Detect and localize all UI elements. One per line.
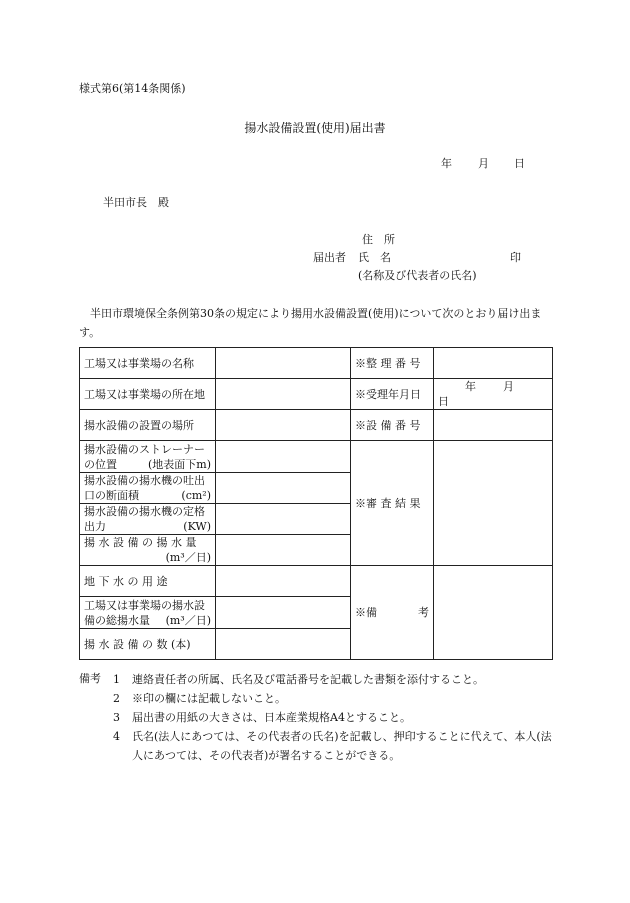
notifier-row xyxy=(313,249,523,265)
table-row xyxy=(80,379,553,410)
groundwater-use-label: 地 下 水 の 用 途 xyxy=(80,566,216,597)
note-number: 2 xyxy=(113,692,120,705)
ref-no-label: ※整 理 番 号 xyxy=(351,348,434,379)
equip-count-label: 揚 水 設 備 の 数 (本) xyxy=(80,629,216,660)
strainer-line-1: 揚水設備のストレーナー xyxy=(84,442,205,456)
discharge-line-2: 口の断面積 xyxy=(84,489,139,502)
note-item xyxy=(113,689,553,708)
receipt-date-label: ※受理年月日 xyxy=(351,379,434,410)
table-row xyxy=(80,410,553,441)
remarks-field xyxy=(434,566,553,660)
power-line-1: 揚水設備の揚水機の定格 xyxy=(84,505,205,518)
notifier-label: 届出者 xyxy=(313,251,346,264)
volume-label xyxy=(80,535,216,566)
strainer-label xyxy=(80,441,216,473)
total-volume-label xyxy=(80,597,216,629)
remarks-label-b: 考 xyxy=(418,606,429,619)
install-place-label: 揚水設備の設置の場所 xyxy=(80,410,216,441)
table-row xyxy=(80,441,553,473)
strainer-field[interactable] xyxy=(216,441,351,473)
note-text: 連絡責任者の所属、氏名及び電話番号を記載した書類を添付すること。 xyxy=(132,673,484,686)
form-title: 揚水設備設置(使用)届出書 xyxy=(244,121,386,135)
address-label: 住 所 xyxy=(362,233,395,246)
remarks-label-a: ※備 xyxy=(355,606,377,619)
date-day: 日 xyxy=(514,157,525,170)
ref-no-field xyxy=(434,348,553,379)
total-unit: (m³／日) xyxy=(165,613,211,627)
power-field[interactable] xyxy=(216,504,351,535)
note-text: 届出書の用紙の大きさは、日本産業規格A4とすること。 xyxy=(132,711,411,724)
total-line-2: 備の総揚水量 xyxy=(84,613,150,627)
power-label xyxy=(80,504,216,535)
note-item xyxy=(113,727,553,765)
volume-unit: (m³／日) xyxy=(165,551,211,564)
form-table xyxy=(79,347,553,660)
note-number: 4 xyxy=(113,730,120,743)
equip-count-field[interactable] xyxy=(216,629,351,660)
factory-location-field[interactable] xyxy=(216,379,351,410)
representative-note: (名称及び代表者の氏名) xyxy=(358,269,477,282)
discharge-unit: (cm²) xyxy=(181,489,211,502)
total-line-1: 工場又は事業場の揚水設 xyxy=(84,598,205,612)
table-row xyxy=(80,566,553,597)
factory-location-label: 工場又は事業場の所在地 xyxy=(80,379,216,410)
note-text: 氏名(法人にあつては、その代表者の氏名)を記載し、押印することに代えて、本人(法人にあつては、その代表者)が署名することができる。 xyxy=(132,730,552,762)
review-field xyxy=(434,441,553,566)
note-item xyxy=(113,708,553,727)
receipt-date-field xyxy=(434,379,553,410)
date-year: 年 xyxy=(441,157,452,170)
remarks-label xyxy=(351,566,434,660)
note-number: 3 xyxy=(113,711,120,724)
groundwater-use-field[interactable] xyxy=(216,566,351,597)
notes-heading: 備考 xyxy=(79,672,101,685)
body-text: 半田市環境保全条例第30条の規定により揚用水設備設置(使用)について次のとおり届け出ます。 xyxy=(79,307,542,339)
note-text: ※印の欄には記載しないこと。 xyxy=(132,692,286,705)
note-item xyxy=(113,670,553,689)
total-volume-field[interactable] xyxy=(216,597,351,629)
note-number: 1 xyxy=(113,673,120,686)
form-code: 様式第6(第14条関係) xyxy=(79,82,186,95)
table-row xyxy=(80,348,553,379)
install-place-field[interactable] xyxy=(216,410,351,441)
equip-no-field xyxy=(434,410,553,441)
power-unit: (KW) xyxy=(183,520,211,533)
strainer-line-2: の位置 xyxy=(84,457,117,471)
equip-no-label: ※設 備 番 号 xyxy=(351,410,434,441)
power-line-2: 出力 xyxy=(84,520,106,533)
receipt-year: 年 xyxy=(465,380,476,393)
name-label: 氏 名 xyxy=(358,251,391,264)
seal-mark: 印 xyxy=(510,251,521,264)
volume-line-1: 揚 水 設 備 の 揚 水 量 xyxy=(84,536,197,549)
factory-name-label: 工場又は事業場の名称 xyxy=(80,348,216,379)
review-label: ※審 査 結 果 xyxy=(351,441,434,566)
date-month: 月 xyxy=(478,157,489,170)
strainer-unit: (地表面下m) xyxy=(147,457,211,471)
addressee: 半田市長 殿 xyxy=(103,196,169,209)
date-line xyxy=(441,155,525,171)
factory-name-field[interactable] xyxy=(216,348,351,379)
volume-field[interactable] xyxy=(216,535,351,566)
receipt-month: 月 xyxy=(503,380,514,393)
discharge-field[interactable] xyxy=(216,473,351,504)
receipt-day: 日 xyxy=(438,395,449,408)
discharge-line-1: 揚水設備の揚水機の吐出 xyxy=(84,474,205,487)
discharge-label xyxy=(80,473,216,504)
